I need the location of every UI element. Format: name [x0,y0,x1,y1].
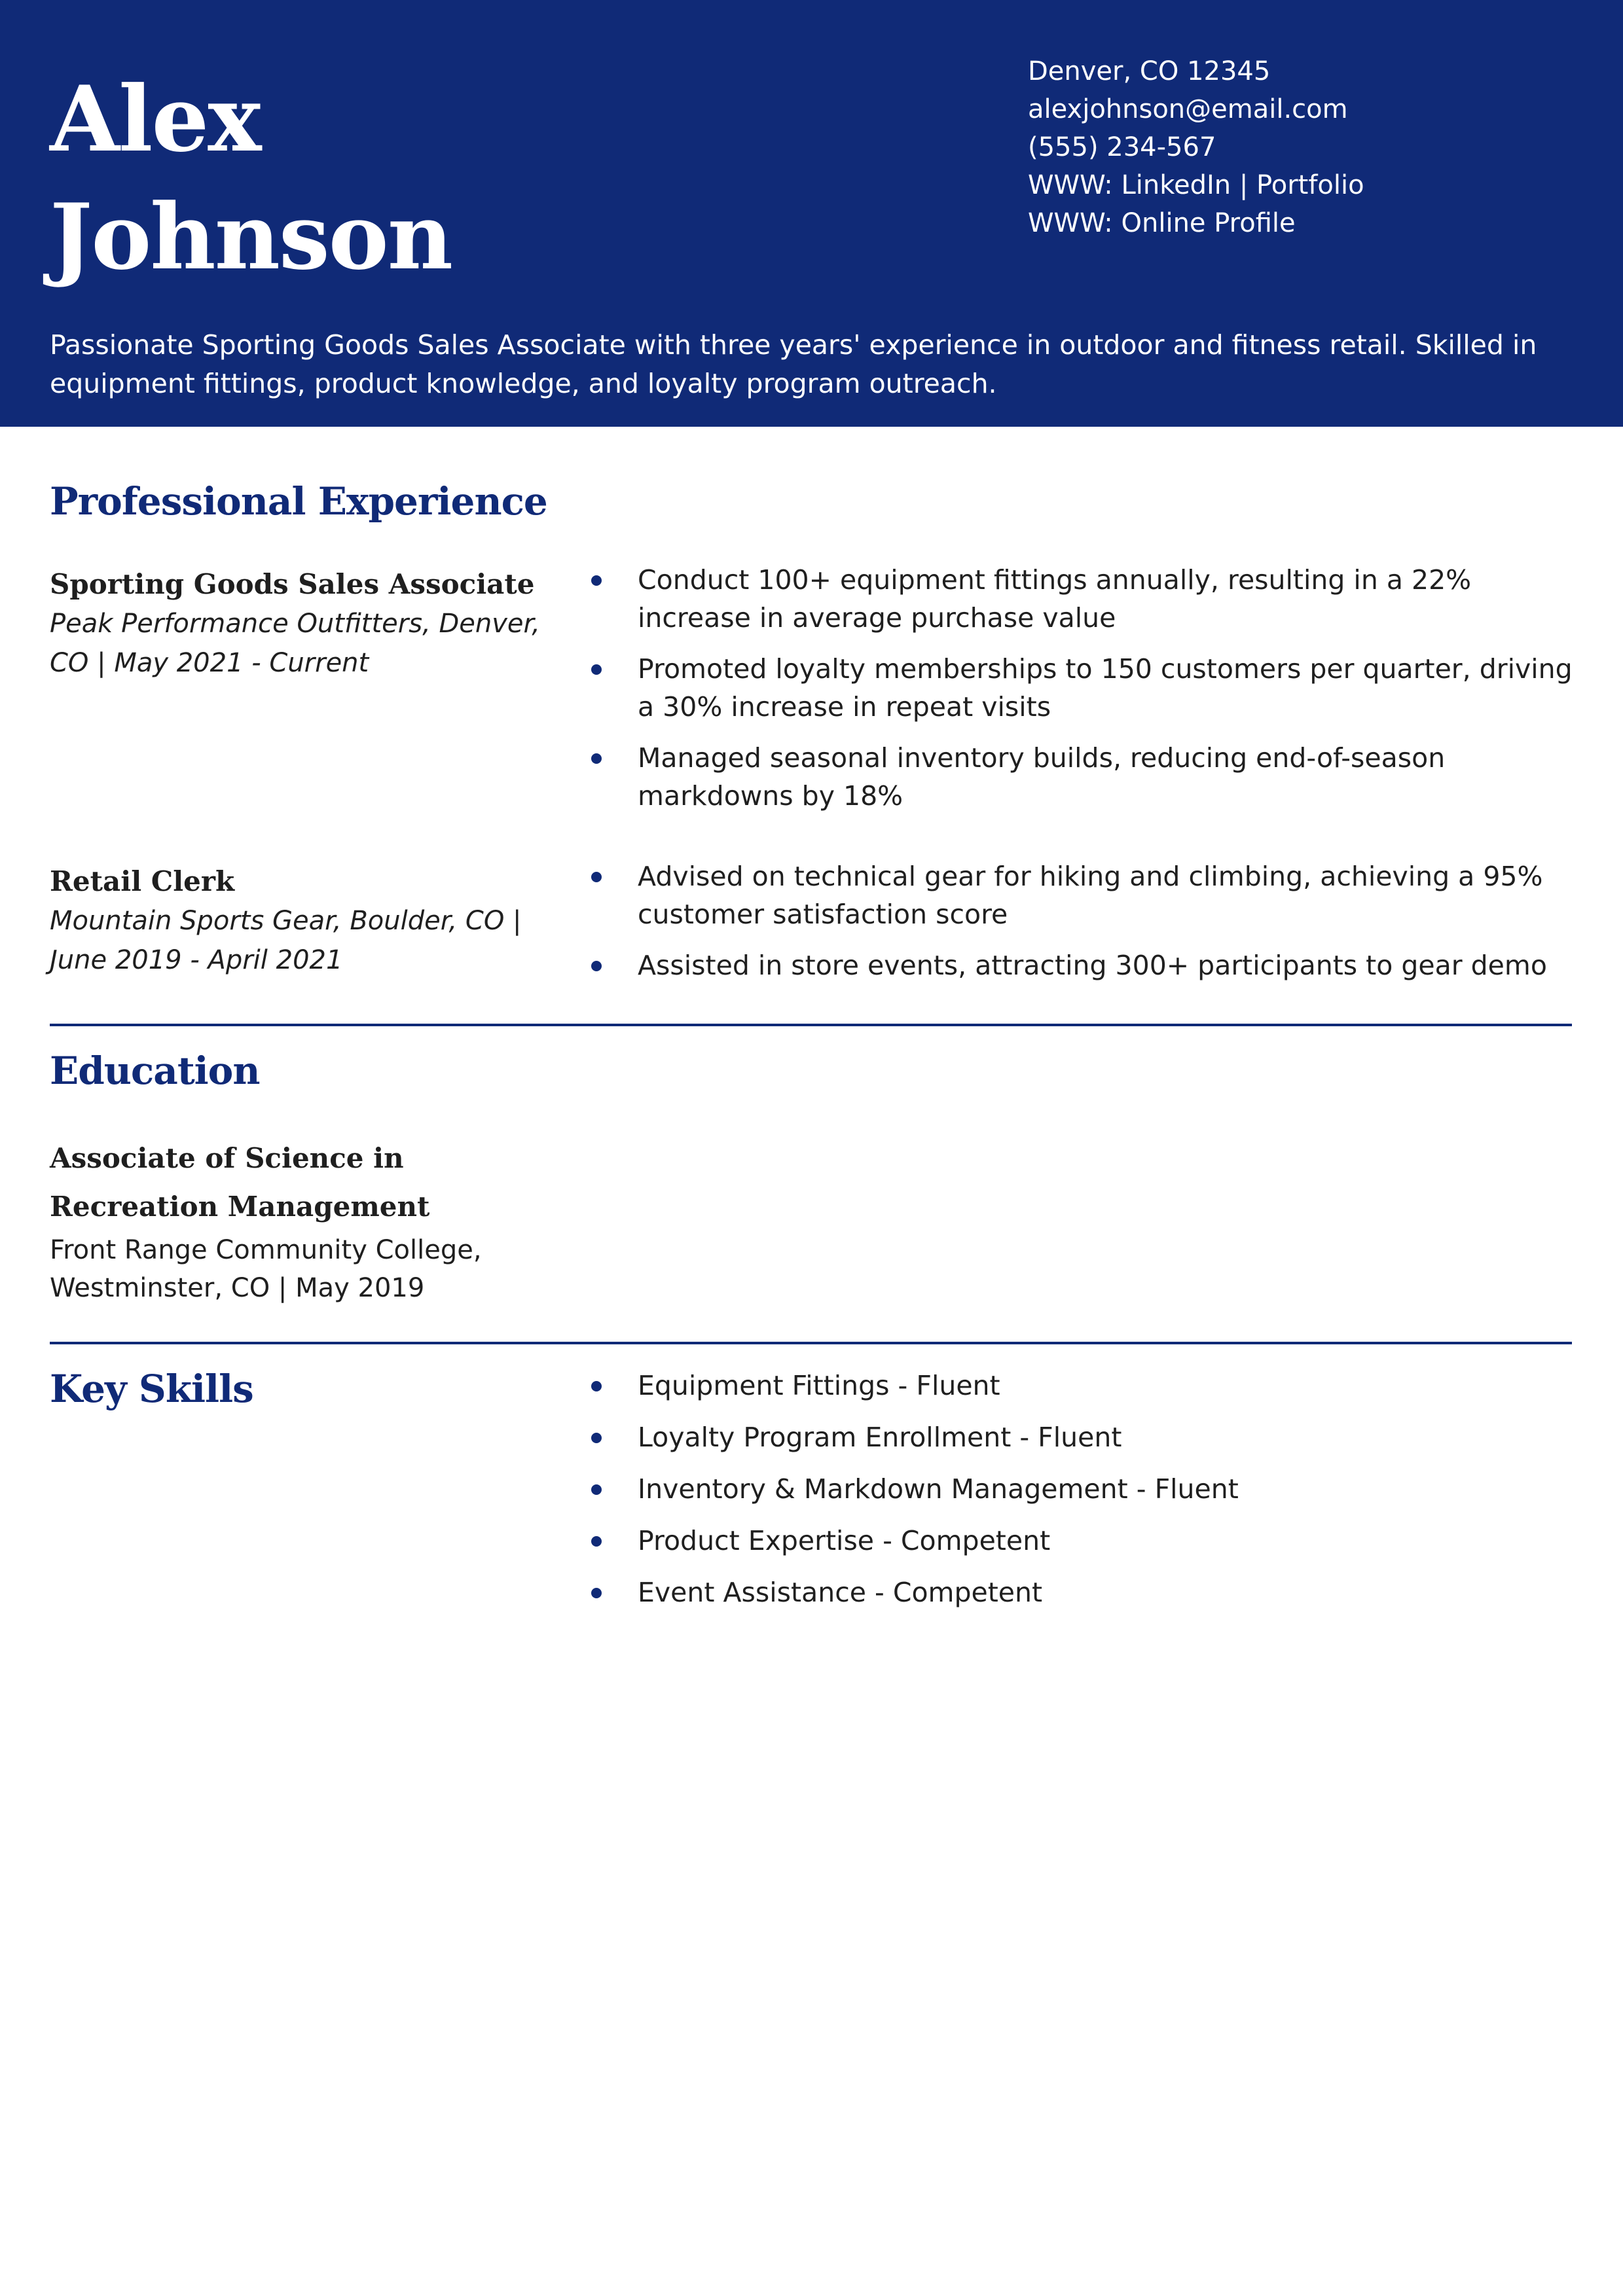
bullet-icon [591,1381,602,1391]
job-1-details [50,565,560,683]
bullet-icon [591,872,602,882]
section-title-education: Education [50,1049,260,1093]
contact-links-primary[interactable]: WWW: LinkedIn | Portfolio [1028,170,1364,200]
list-item: Event Assistance - Competent [589,1573,1578,1611]
skills-list [589,1367,1578,1625]
bullet-icon [591,961,602,971]
contact-address: Denver, CO 12345 [1028,56,1271,86]
list-item: Equipment Fittings - Fluent [589,1367,1578,1405]
bullet-icon [591,1536,602,1547]
education-meta: Front Range Community College, Westminster, CO | May 2019 [50,1235,482,1303]
section-title-skills: Key Skills [50,1367,253,1411]
job-1-meta: Peak Performance Outfitters, Denver, CO | May 2021 - Current [50,609,541,678]
list-item: Promoted loyalty memberships to 150 customers per quarter, driving a 30% increase in repeat visits [589,650,1578,726]
first-name: Alex [50,65,261,172]
list-item: Loyalty Program Enrollment - Fluent [589,1418,1578,1456]
job-2-achievements [589,857,1578,997]
list-item: Conduct 100+ equipment fittings annually, resulting in a 22% increase in average purchase value [589,561,1578,637]
contact-phone: (555) 234-567 [1028,132,1216,162]
education-degree: Associate of Science in Recreation Management [50,1142,430,1223]
list-item: Inventory & Markdown Management - Fluent [589,1470,1578,1508]
contact-links-secondary[interactable]: WWW: Online Profile [1028,208,1296,238]
contact-email[interactable]: alexjohnson@email.com [1028,94,1348,124]
section-divider [50,1024,1572,1026]
bullet-icon [591,1433,602,1443]
job-1-achievements [589,561,1578,828]
profile-summary: Passionate Sporting Goods Sales Associate with three years' experience in outdoor and fitness retail. Skilled in equipment fittings, product knowledge, and loyalty program outreach. [50,329,1537,399]
bullet-icon [591,753,602,764]
bullet-icon [591,575,602,586]
contact-info [1028,52,1584,242]
header-banner [0,0,1623,427]
candidate-name [50,60,452,296]
bullet-icon [591,1484,602,1495]
job-2-meta: Mountain Sports Gear, Boulder, CO | June 2019 - April 2021 [50,906,522,975]
list-item: Assisted in store events, attracting 300+ participants to gear demo [589,946,1578,984]
section-title-experience: Professional Experience [50,479,547,524]
education-entry [50,1134,560,1307]
bullet-icon [591,1588,602,1598]
job-2-role: Retail Clerk [50,865,235,897]
list-item: Advised on technical gear for hiking and climbing, achieving a 95% customer satisfaction score [589,857,1578,933]
last-name: Johnson [50,183,452,290]
bullet-icon [591,664,602,675]
list-item: Product Expertise - Competent [589,1522,1578,1560]
list-item: Managed seasonal inventory builds, reducing end-of-season markdowns by 18% [589,739,1578,815]
job-2-details [50,862,560,980]
section-divider [50,1342,1572,1344]
job-1-role: Sporting Goods Sales Associate [50,568,535,600]
